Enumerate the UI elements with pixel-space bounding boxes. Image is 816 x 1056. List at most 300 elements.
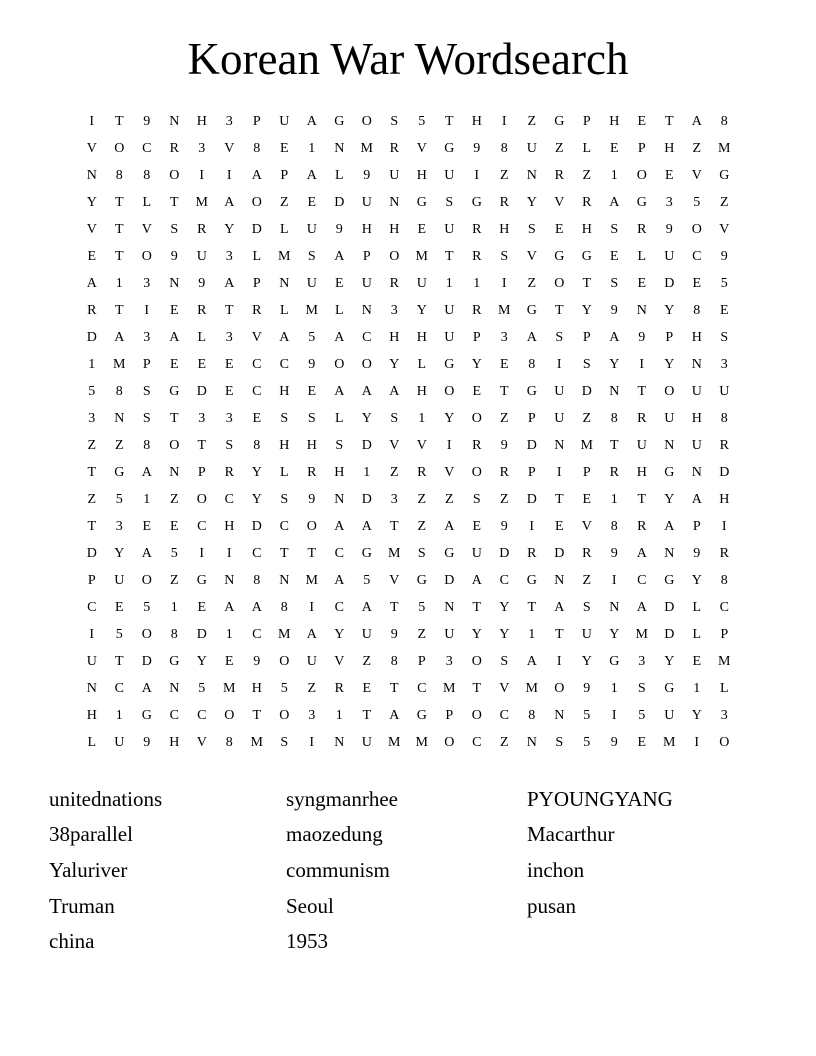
- grid-cell: O: [196, 491, 207, 507]
- grid-cell: D: [361, 491, 372, 507]
- grid-cell: R: [582, 545, 592, 561]
- grid-cell: D: [86, 329, 97, 345]
- grid-cell: A: [554, 599, 565, 615]
- grid-cell: A: [334, 383, 345, 399]
- grid-cell: E: [334, 275, 344, 291]
- grid-cell: I: [556, 464, 562, 480]
- grid-cell: U: [444, 167, 455, 183]
- grid-cell: Y: [114, 545, 125, 561]
- grid-cell: N: [334, 140, 345, 156]
- grid-cell: 3: [143, 275, 151, 291]
- grid-cell: N: [169, 113, 180, 129]
- word-item: china: [49, 929, 95, 954]
- grid-cell: V: [499, 680, 510, 696]
- grid-cell: L: [692, 599, 702, 615]
- grid-cell: E: [224, 383, 234, 399]
- grid-cell: N: [114, 410, 125, 426]
- grid-cell: T: [554, 302, 564, 318]
- grid-cell: 9: [170, 248, 178, 264]
- grid-cell: G: [361, 545, 372, 561]
- grid-cell: O: [554, 680, 565, 696]
- grid-cell: H: [609, 113, 620, 129]
- grid-cell: 1: [115, 707, 123, 723]
- grid-cell: A: [334, 518, 345, 534]
- grid-cell: R: [252, 302, 262, 318]
- grid-cell: L: [692, 626, 702, 642]
- grid-cell: Y: [664, 491, 675, 507]
- grid-cell: V: [251, 329, 262, 345]
- grid-cell: M: [580, 437, 593, 453]
- grid-cell: C: [197, 707, 207, 723]
- grid-cell: O: [334, 356, 345, 372]
- grid-cell: C: [279, 518, 289, 534]
- grid-cell: A: [471, 572, 482, 588]
- grid-row: [78, 162, 738, 189]
- letter-grid: [78, 108, 738, 756]
- grid-cell: N: [526, 734, 537, 750]
- grid-row: [78, 459, 738, 486]
- grid-cell: G: [416, 194, 427, 210]
- grid-cell: P: [582, 464, 591, 480]
- grid-cell: G: [581, 248, 592, 264]
- grid-cell: C: [472, 734, 482, 750]
- grid-cell: N: [526, 167, 537, 183]
- grid-cell: R: [527, 545, 537, 561]
- grid-cell: R: [334, 680, 344, 696]
- grid-cell: R: [417, 464, 427, 480]
- grid-cell: I: [611, 572, 617, 588]
- grid-cell: T: [224, 302, 234, 318]
- grid-cell: E: [692, 653, 702, 669]
- grid-cell: S: [417, 545, 426, 561]
- grid-cell: 1: [610, 167, 618, 183]
- grid-cell: 3: [390, 302, 398, 318]
- grid-row: [78, 621, 738, 648]
- grid-cell: N: [554, 572, 565, 588]
- grid-cell: S: [280, 491, 289, 507]
- grid-row: [78, 540, 738, 567]
- grid-cell: 1: [610, 491, 618, 507]
- grid-cell: O: [636, 167, 647, 183]
- grid-cell: D: [664, 599, 675, 615]
- grid-cell: Y: [691, 707, 702, 723]
- grid-cell: 3: [143, 329, 151, 345]
- grid-cell: E: [142, 518, 152, 534]
- grid-cell: V: [86, 221, 97, 237]
- grid-cell: C: [224, 491, 234, 507]
- grid-cell: 1: [418, 410, 426, 426]
- grid-cell: P: [472, 329, 481, 345]
- word-item: Seoul: [286, 893, 334, 918]
- grid-cell: M: [388, 734, 401, 750]
- grid-cell: O: [169, 167, 180, 183]
- grid-cell: T: [114, 194, 124, 210]
- grid-cell: N: [279, 275, 290, 291]
- grid-cell: H: [389, 221, 400, 237]
- grid-cell: P: [665, 329, 674, 345]
- grid-cell: 8: [500, 140, 508, 156]
- grid-cell: L: [334, 167, 344, 183]
- word-item: PYOUNGYANG: [527, 786, 673, 811]
- grid-cell: 5: [198, 680, 206, 696]
- grid-cell: R: [719, 437, 729, 453]
- grid-cell: N: [86, 680, 97, 696]
- grid-cell: P: [527, 464, 536, 480]
- grid-row: [78, 675, 738, 702]
- grid-cell: D: [664, 275, 675, 291]
- grid-cell: Y: [609, 356, 620, 372]
- grid-cell: Z: [582, 167, 592, 183]
- grid-cell: L: [334, 302, 344, 318]
- grid-cell: 1: [445, 275, 453, 291]
- grid-cell: G: [141, 707, 152, 723]
- grid-cell: G: [444, 140, 455, 156]
- grid-row: [78, 243, 738, 270]
- grid-cell: E: [169, 356, 179, 372]
- grid-cell: U: [114, 734, 125, 750]
- grid-cell: Y: [471, 356, 482, 372]
- grid-cell: Z: [719, 194, 729, 210]
- grid-cell: U: [664, 248, 675, 264]
- grid-cell: A: [306, 167, 317, 183]
- grid-cell: 8: [528, 356, 536, 372]
- grid-cell: R: [637, 518, 647, 534]
- grid-cell: M: [113, 356, 126, 372]
- grid-cell: I: [226, 167, 232, 183]
- grid-cell: G: [196, 572, 207, 588]
- grid-cell: Y: [609, 626, 620, 642]
- grid-cell: E: [417, 221, 427, 237]
- grid-cell: 8: [693, 302, 701, 318]
- grid-cell: U: [361, 194, 372, 210]
- grid-cell: O: [471, 653, 482, 669]
- grid-cell: 1: [308, 140, 316, 156]
- word-item: Truman: [49, 893, 115, 918]
- grid-cell: U: [306, 221, 317, 237]
- grid-cell: I: [446, 437, 452, 453]
- grid-cell: 9: [335, 221, 343, 237]
- grid-cell: O: [114, 140, 125, 156]
- grid-cell: A: [224, 599, 235, 615]
- grid-cell: 5: [143, 599, 151, 615]
- grid-cell: U: [719, 383, 730, 399]
- grid-cell: O: [444, 383, 455, 399]
- grid-cell: R: [472, 248, 482, 264]
- grid-cell: N: [664, 545, 675, 561]
- grid-cell: 5: [115, 626, 123, 642]
- grid-cell: S: [472, 491, 481, 507]
- grid-cell: H: [86, 707, 97, 723]
- grid-cell: E: [224, 653, 234, 669]
- grid-cell: U: [691, 437, 702, 453]
- grid-cell: L: [582, 140, 592, 156]
- grid-cell: Z: [87, 437, 97, 453]
- grid-cell: D: [141, 653, 152, 669]
- word-list-column-1: [49, 782, 286, 960]
- grid-row: [78, 594, 738, 621]
- grid-cell: R: [224, 464, 234, 480]
- grid-cell: I: [694, 734, 700, 750]
- grid-cell: D: [581, 383, 592, 399]
- grid-cell: A: [86, 275, 97, 291]
- grid-cell: D: [86, 545, 97, 561]
- grid-cell: V: [416, 140, 427, 156]
- grid-cell: E: [637, 734, 647, 750]
- grid-cell: V: [554, 194, 565, 210]
- grid-cell: C: [499, 707, 509, 723]
- grid-cell: L: [142, 194, 152, 210]
- word-item: Macarthur: [527, 822, 615, 847]
- grid-cell: G: [664, 680, 675, 696]
- grid-cell: 1: [610, 680, 618, 696]
- grid-cell: O: [554, 275, 565, 291]
- grid-cell: U: [444, 329, 455, 345]
- grid-cell: A: [636, 599, 647, 615]
- grid-cell: G: [444, 356, 455, 372]
- grid-cell: 1: [473, 275, 481, 291]
- grid-cell: S: [142, 383, 151, 399]
- grid-cell: A: [609, 194, 620, 210]
- grid-cell: 3: [115, 518, 123, 534]
- grid-cell: S: [307, 248, 316, 264]
- grid-cell: D: [719, 464, 730, 480]
- grid-cell: S: [225, 437, 234, 453]
- grid-cell: Z: [499, 734, 509, 750]
- grid-cell: 5: [280, 680, 288, 696]
- grid-cell: 8: [253, 140, 261, 156]
- grid-cell: N: [609, 383, 620, 399]
- grid-cell: O: [169, 437, 180, 453]
- grid-cell: E: [307, 383, 317, 399]
- grid-cell: 8: [115, 383, 123, 399]
- grid-cell: L: [279, 221, 289, 237]
- grid-cell: Y: [664, 302, 675, 318]
- grid-cell: O: [224, 707, 235, 723]
- grid-cell: Z: [114, 437, 124, 453]
- grid-cell: S: [582, 599, 591, 615]
- grid-cell: R: [389, 140, 399, 156]
- grid-cell: T: [609, 437, 619, 453]
- grid-cell: U: [444, 221, 455, 237]
- grid-cell: U: [471, 545, 482, 561]
- grid-cell: S: [390, 410, 399, 426]
- grid-cell: N: [361, 302, 372, 318]
- grid-cell: O: [141, 248, 152, 264]
- grid-cell: D: [334, 194, 345, 210]
- grid-cell: U: [361, 734, 372, 750]
- grid-cell: H: [471, 113, 482, 129]
- grid-cell: Z: [87, 491, 97, 507]
- grid-row: [78, 405, 738, 432]
- grid-cell: Z: [499, 167, 509, 183]
- grid-cell: G: [554, 248, 565, 264]
- grid-row: [78, 513, 738, 540]
- grid-cell: G: [664, 464, 675, 480]
- grid-cell: A: [361, 383, 372, 399]
- grid-row: [78, 216, 738, 243]
- word-item: syngmanrhee: [286, 786, 398, 811]
- grid-cell: 5: [88, 383, 96, 399]
- grid-cell: I: [529, 518, 535, 534]
- grid-cell: E: [554, 221, 564, 237]
- grid-cell: R: [197, 302, 207, 318]
- grid-cell: E: [114, 599, 124, 615]
- grid-cell: E: [637, 275, 647, 291]
- grid-cell: 1: [528, 626, 536, 642]
- grid-cell: 3: [390, 491, 398, 507]
- grid-cell: A: [334, 329, 345, 345]
- grid-cell: I: [501, 275, 507, 291]
- grid-cell: 9: [720, 248, 728, 264]
- grid-cell: O: [141, 572, 152, 588]
- grid-cell: N: [169, 464, 180, 480]
- grid-cell: 3: [198, 410, 206, 426]
- grid-cell: I: [556, 653, 562, 669]
- grid-cell: U: [361, 275, 372, 291]
- grid-cell: U: [389, 167, 400, 183]
- word-item: unitednations: [49, 786, 163, 811]
- grid-cell: P: [720, 626, 729, 642]
- grid-cell: E: [252, 410, 262, 426]
- grid-cell: G: [609, 653, 620, 669]
- grid-cell: 1: [693, 680, 701, 696]
- grid-cell: E: [279, 140, 289, 156]
- grid-cell: T: [169, 410, 179, 426]
- word-item: pusan: [527, 893, 576, 918]
- page-title: Korean War Wordsearch: [187, 34, 629, 84]
- grid-cell: R: [499, 194, 509, 210]
- grid-cell: O: [279, 707, 290, 723]
- grid-cell: P: [445, 707, 454, 723]
- grid-cell: 9: [473, 140, 481, 156]
- grid-cell: Z: [499, 491, 509, 507]
- word-item: 38parallel: [49, 822, 133, 847]
- grid-cell: 3: [445, 653, 453, 669]
- grid-cell: 8: [280, 599, 288, 615]
- grid-cell: L: [279, 464, 289, 480]
- grid-cell: E: [554, 518, 564, 534]
- grid-cell: H: [279, 437, 290, 453]
- grid-cell: Y: [526, 194, 537, 210]
- grid-cell: D: [196, 383, 207, 399]
- grid-cell: D: [526, 437, 537, 453]
- grid-cell: A: [691, 491, 702, 507]
- grid-cell: U: [86, 653, 97, 669]
- grid-cell: G: [471, 194, 482, 210]
- word-list-column-2: [286, 782, 527, 960]
- word-list-column-3: [527, 782, 673, 960]
- grid-cell: U: [306, 653, 317, 669]
- grid-cell: Z: [169, 491, 179, 507]
- grid-cell: R: [472, 437, 482, 453]
- grid-cell: M: [498, 302, 511, 318]
- grid-cell: I: [501, 113, 507, 129]
- grid-cell: 5: [115, 491, 123, 507]
- grid-cell: P: [692, 518, 701, 534]
- grid-cell: C: [142, 140, 152, 156]
- grid-cell: D: [554, 545, 565, 561]
- grid-cell: 5: [418, 599, 426, 615]
- grid-cell: H: [169, 734, 180, 750]
- grid-cell: Y: [361, 410, 372, 426]
- grid-cell: C: [252, 383, 262, 399]
- grid-row: [78, 729, 738, 756]
- grid-cell: Y: [471, 626, 482, 642]
- grid-cell: I: [226, 545, 232, 561]
- grid-cell: E: [169, 302, 179, 318]
- word-item: maozedung: [286, 822, 383, 847]
- grid-cell: M: [250, 734, 263, 750]
- grid-cell: T: [252, 707, 262, 723]
- grid-cell: G: [526, 383, 537, 399]
- grid-cell: L: [252, 248, 262, 264]
- grid-row: [78, 297, 738, 324]
- grid-cell: Z: [169, 572, 179, 588]
- grid-cell: U: [444, 302, 455, 318]
- grid-cell: 3: [720, 356, 728, 372]
- grid-cell: 9: [610, 302, 618, 318]
- grid-cell: A: [609, 329, 620, 345]
- grid-cell: U: [306, 275, 317, 291]
- grid-cell: D: [251, 518, 262, 534]
- grid-cell: 3: [665, 194, 673, 210]
- grid-cell: 9: [390, 626, 398, 642]
- grid-cell: S: [500, 653, 509, 669]
- grid-cell: P: [252, 275, 261, 291]
- grid-row: [78, 270, 738, 297]
- grid-cell: C: [114, 680, 124, 696]
- grid-cell: G: [416, 572, 427, 588]
- grid-cell: N: [334, 491, 345, 507]
- grid-cell: U: [691, 383, 702, 399]
- grid-cell: Y: [581, 302, 592, 318]
- grid-cell: S: [637, 680, 646, 696]
- grid-cell: V: [581, 518, 592, 534]
- grid-cell: Z: [692, 140, 702, 156]
- grid-cell: M: [415, 248, 428, 264]
- grid-cell: P: [197, 464, 206, 480]
- grid-cell: L: [719, 680, 729, 696]
- grid-cell: A: [389, 383, 400, 399]
- grid-cell: U: [416, 275, 427, 291]
- grid-cell: R: [472, 302, 482, 318]
- grid-cell: M: [663, 734, 676, 750]
- grid-cell: T: [279, 545, 289, 561]
- grid-cell: S: [610, 275, 619, 291]
- grid-cell: S: [170, 221, 179, 237]
- grid-cell: H: [306, 437, 317, 453]
- grid-cell: O: [444, 734, 455, 750]
- grid-cell: 9: [583, 680, 591, 696]
- grid-cell: M: [278, 248, 291, 264]
- grid-cell: Y: [251, 491, 262, 507]
- grid-cell: H: [196, 113, 207, 129]
- grid-cell: H: [719, 491, 730, 507]
- grid-cell: T: [444, 248, 454, 264]
- grid-cell: A: [279, 329, 290, 345]
- grid-cell: D: [499, 545, 510, 561]
- word-item: communism: [286, 857, 390, 882]
- grid-cell: T: [527, 599, 537, 615]
- grid-cell: G: [114, 464, 125, 480]
- grid-cell: 3: [225, 113, 233, 129]
- grid-cell: H: [416, 167, 427, 183]
- grid-cell: N: [444, 599, 455, 615]
- grid-cell: 8: [610, 410, 618, 426]
- grid-cell: A: [361, 518, 372, 534]
- grid-cell: V: [691, 167, 702, 183]
- grid-cell: S: [280, 410, 289, 426]
